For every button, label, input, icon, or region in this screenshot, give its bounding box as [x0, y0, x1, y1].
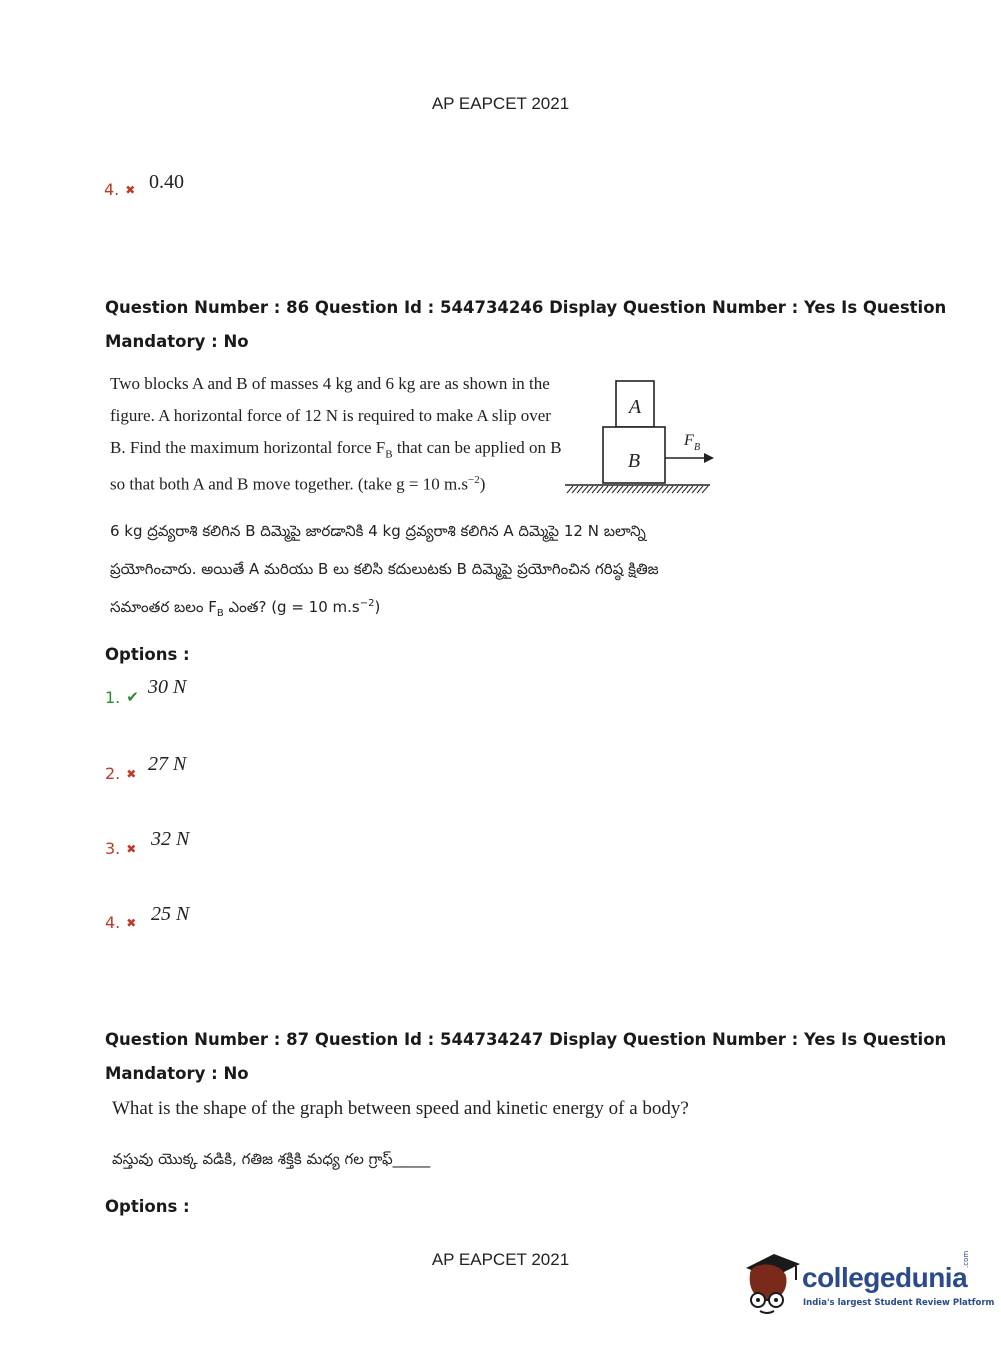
prev-option-4: [104, 180, 135, 199]
q86-en-line4-tail: ): [479, 474, 486, 494]
q86-option-3: [105, 839, 136, 858]
cross-icon: ✖: [126, 916, 137, 930]
logo-brand-text: collegedunia: [802, 1262, 968, 1293]
q86-te-line3-sup: −2: [359, 598, 375, 609]
q86-te-line3-end: ): [374, 598, 381, 616]
q86-option-1: [105, 688, 139, 707]
q86-en-line1: Two blocks A and B of masses 4 kg and 6 kg are as shown in the: [110, 374, 550, 393]
cross-icon: ✖: [126, 842, 137, 856]
q86-option-2-value: 27 N: [148, 753, 187, 775]
logo-tagline: India's largest Student Review Platform: [803, 1298, 995, 1308]
q86-en-line4-text: so that both A and B move together. (take g = 10 m.s: [110, 474, 469, 494]
check-icon: ✔: [126, 688, 139, 706]
q86-en-line3-text: B. Find the maximum horizontal force F: [110, 438, 386, 457]
q86-te-line3-tail: ఎంత? (g = 10 m.s: [223, 598, 360, 616]
page-header: AP EAPCET 2021: [431, 94, 570, 113]
q87-header-line2: Mandatory : No: [105, 1064, 249, 1083]
logo-suffix-text: .com: [962, 1250, 970, 1268]
force-label-sub: B: [694, 442, 701, 453]
q86-header-line2: Mandatory : No: [105, 332, 249, 351]
q87-telugu-text: వస్తువు యొక్క వడికి, గతిజ శక్తికి మధ్య గల గ్రాఫ్_____: [112, 1150, 431, 1168]
option-number: 1.: [105, 688, 121, 707]
q86-option-3-value: 32 N: [151, 828, 190, 850]
q86-blocks-figure: [560, 375, 720, 500]
prev-option-value: 0.40: [149, 171, 184, 193]
option-number: 3.: [105, 839, 121, 858]
q86-option-4-value: 25 N: [151, 903, 190, 925]
option-number: 4.: [104, 180, 120, 199]
block-a-label: A: [628, 396, 642, 418]
q87-header-line1: Question Number : 87 Question Id : 544734247 Display Question Number : Yes Is Question: [105, 1030, 947, 1049]
q86-option-4: [105, 913, 136, 932]
mascot-icon: [740, 1248, 802, 1316]
option-number: 4.: [105, 913, 121, 932]
q86-en-line4-sup: −2: [468, 474, 480, 486]
q86-en-line3-tail: that can be applied on B: [392, 438, 562, 457]
force-arrow-head: [704, 453, 714, 463]
q86-options-label: Options :: [105, 645, 190, 664]
page-footer: AP EAPCET 2021: [431, 1250, 570, 1269]
cross-icon: ✖: [126, 767, 137, 781]
q86-te-line1: 6 kg ద్రవ్యరాశి కలిగిన B దిమ్మెపై జారడానికి 4 kg ద్రవ్యరాశి కలిగిన A దిమ్మెపై 12 N బలాన్ని: [110, 522, 646, 540]
q86-te-line3-text: సమాంతర బలం F: [110, 598, 217, 616]
q86-te-line3: [110, 598, 380, 620]
q86-te-line3-sub: B: [216, 608, 224, 619]
q86-en-line2: figure. A horizontal force of 12 N is required to make A slip over: [110, 406, 551, 425]
q87-english-text: What is the shape of the graph between speed and kinetic energy of a body?: [112, 1098, 689, 1119]
collegedunia-logo: [740, 1248, 995, 1320]
q86-te-line2: ప్రయోగించారు. అయితే A మరియు B లు కలిసి కదులుటకు B దిమ్మెపై ప్రయోగించిన గరిష్ఠ క్షితిజ: [110, 560, 659, 578]
force-label: F: [684, 432, 694, 449]
q86-option-2: [105, 764, 136, 783]
q86-en-line4: [110, 464, 485, 501]
q86-header-line1: Question Number : 86 Question Id : 544734246 Display Question Number : Yes Is Question: [105, 298, 947, 317]
q87-options-label: Options :: [105, 1197, 190, 1216]
cross-icon: ✖: [125, 183, 136, 197]
ground-hatch: [567, 486, 708, 493]
q86-option-1-value: 30 N: [148, 676, 187, 698]
q86-en-line3-sub: B: [385, 448, 393, 461]
block-b-label: B: [627, 450, 641, 472]
option-number: 2.: [105, 764, 121, 783]
